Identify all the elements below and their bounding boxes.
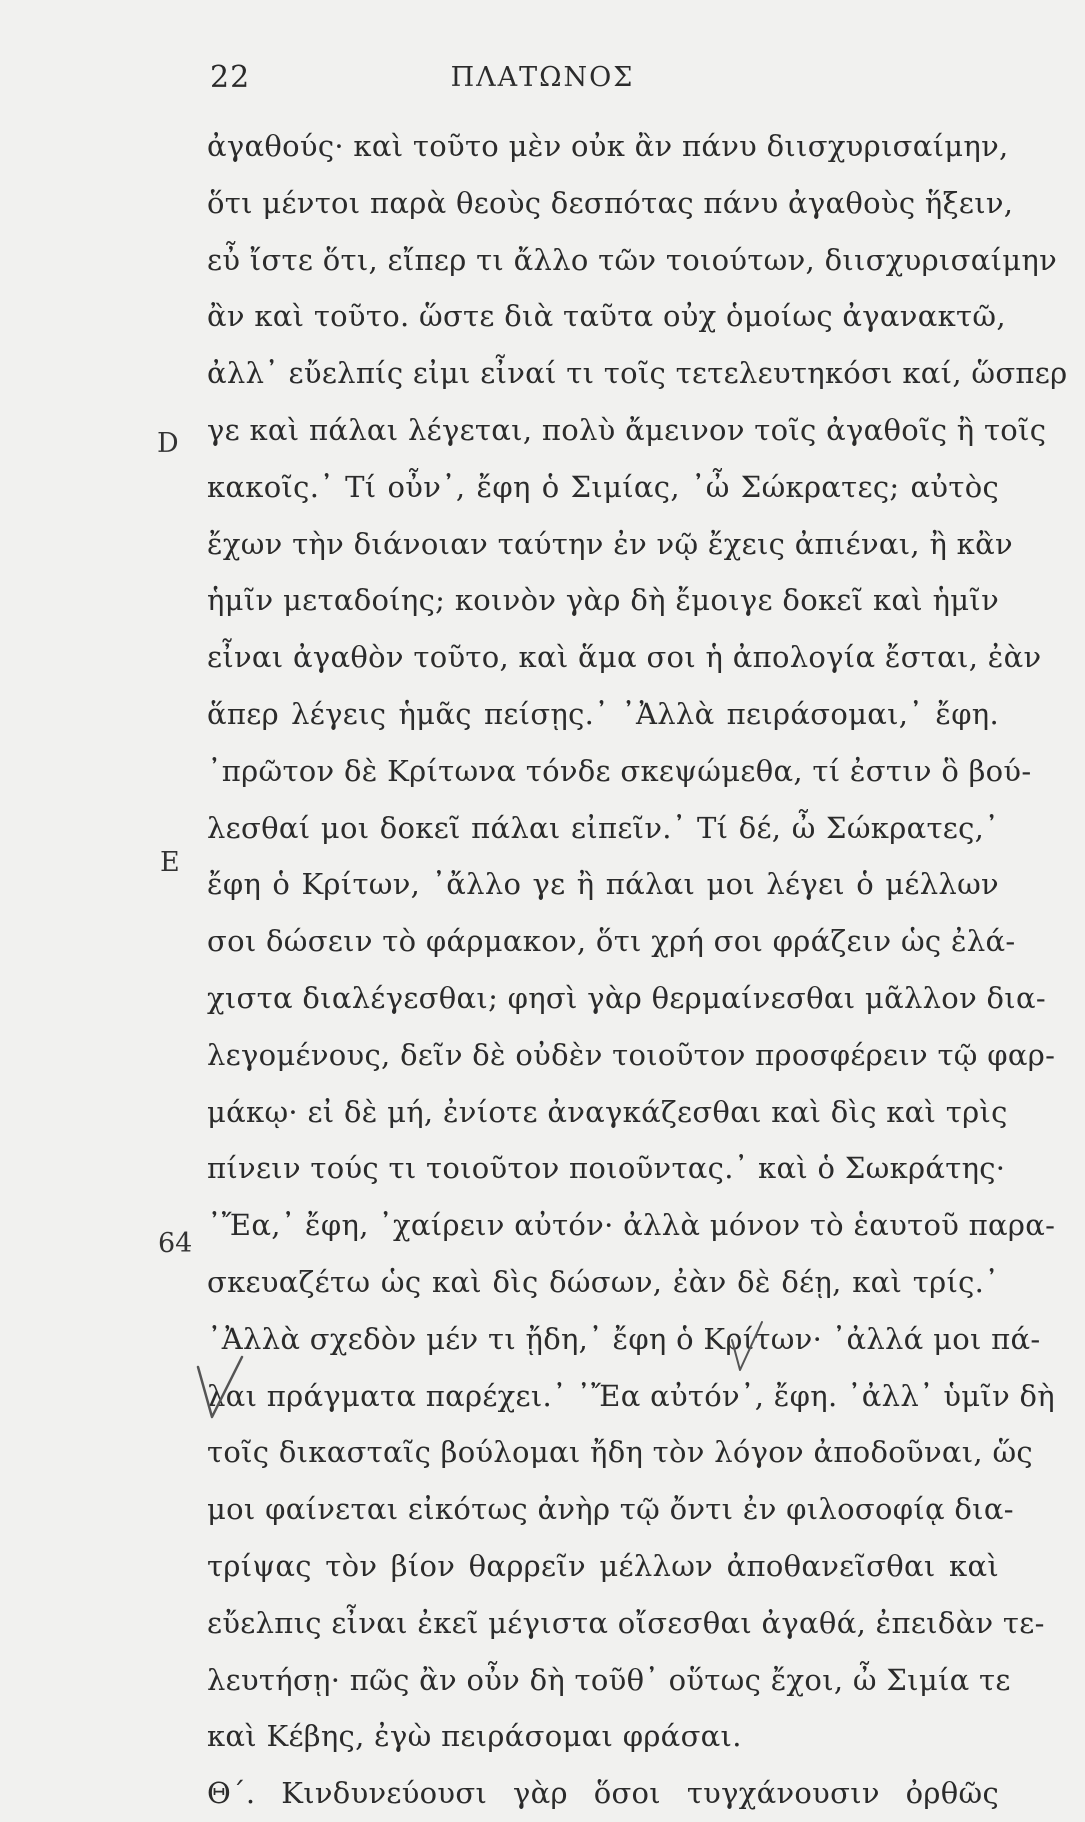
text-line: τοῖς δικασταῖς βούλομαι ἤδη τὸν λόγον ἀποδοῦναι, ὥς <box>207 1435 1033 1470</box>
text-line: λαι πράγματα παρέχει.᾽ ᾽Ἔα αὐτόν᾽, ἔφη. ᾽ἀλλ᾽ ὑμῖν δὴ <box>207 1378 1055 1413</box>
text-line: καὶ Κέβης, ἐγὼ πειράσομαι φράσαι. <box>207 1719 742 1754</box>
text-line: ᾽Ἔα,᾽ ἔφη, ᾽χαίρειν αὐτόν· ἀλλὰ μόνον τὸ ἑαυτοῦ παρα- <box>207 1208 1056 1243</box>
text-line: κακοῖς.᾽ Τί οὖν᾽, ἔφη ὁ Σιμίας, ᾽ὦ Σώκρατες; αὐτὸς <box>207 469 999 504</box>
text-line: μάκῳ· εἰ δὲ μή, ἐνίοτε ἀναγκάζεσθαι καὶ δὶς καὶ τρὶς <box>207 1094 1008 1129</box>
text-line: λευτήσῃ· πῶς ἂν οὖν δὴ τοῦθ᾽ οὕτως ἔχοι, ὦ Σιμία τε <box>207 1662 1011 1697</box>
text-line: μοι φαίνεται εἰκότως ἀνὴρ τῷ ὄντι ἐν φιλοσοφίᾳ δια- <box>207 1492 1014 1527</box>
text-line: ἀγαθούς· καὶ τοῦτο μὲν οὐκ ἂν πάνυ διισχυρισαίμην, <box>207 129 1009 163</box>
text-line: ἡμῖν μεταδοίης; κοινὸν γὰρ δὴ ἔμοιγε δοκεῖ καὶ ἡμῖν <box>207 583 999 618</box>
text-line: ἅπερ λέγεις ἡμᾶς πείσῃς.᾽ ᾽Ἀλλὰ πειράσομαι,᾽ ἔφη. <box>207 696 999 731</box>
text-line: χιστα διαλέγεσθαι; φησὶ γὰρ θερμαίνεσθαι μᾶλλον δια- <box>207 980 1046 1015</box>
text-line: τρίψας τὸν βίον θαρρεῖν μέλλων ἀποθανεῖσθαι καὶ <box>207 1548 999 1583</box>
text-line: ἔχων τὴν διάνοιαν ταύτην ἐν νῷ ἔχεις ἀπιέναι, ἢ κἂν <box>207 526 1013 561</box>
text-line: σοι δώσειν τὸ φάρμακον, ὅτι χρή σοι φράζειν ὡς ἐλά- <box>207 924 1016 959</box>
margin-label-64: 64 <box>158 1228 193 1259</box>
text-line: ὅτι μέντοι παρὰ θεοὺς δεσπότας πάνυ ἀγαθοὺς ἥξειν, <box>207 185 1014 220</box>
margin-label-d: D <box>157 428 179 459</box>
text-line: Θ΄. Κινδυνεύουσι γὰρ ὅσοι τυγχάνουσιν ὀρθῶς <box>207 1776 999 1811</box>
text-line: εὖ ἴστε ὅτι, εἴπερ τι ἄλλο τῶν τοιούτων, διισχυρισαίμην <box>207 242 1058 277</box>
text-line: ᾽Ἀλλὰ σχεδὸν μέν τι ᾔδη,᾽ ἔφη ὁ Κρίτων· ᾽ἀλλά μοι πά- <box>207 1321 1041 1356</box>
main-text <box>207 118 1068 1822</box>
text-line: εὔελπις εἶναι ἐκεῖ μέγιστα οἴσεσθαι ἀγαθά, ἐπειδὰν τε- <box>207 1605 1045 1640</box>
text-line: λεγομένους, δεῖν δὲ οὐδὲν τοιοῦτον προσφέρειν τῷ φαρ- <box>207 1037 1056 1072</box>
text-line: γε καὶ πάλαι λέγεται, πολὺ ἄμεινον τοῖς ἀγαθοῖς ἢ τοῖς <box>207 412 1047 447</box>
text-line: λεσθαί μοι δοκεῖ πάλαι εἰπεῖν.᾽ Τί δέ, ὦ Σώκρατες,᾽ <box>207 810 999 845</box>
text-line: ἀλλ᾽ εὔελπίς εἰμι εἶναί τι τοῖς τετελευτηκόσι καί, ὥσπερ <box>207 356 1068 391</box>
page-number: 22 <box>210 60 251 95</box>
text-line: ᾽πρῶτον δὲ Κρίτωνα τόνδε σκεψώμεθα, τί ἐστιν ὃ βού- <box>207 753 1032 788</box>
text-line: εἶναι ἀγαθὸν τοῦτο, καὶ ἅμα σοι ἡ ἀπολογία ἔσται, ἐὰν <box>207 640 1042 675</box>
text-line: ἂν καὶ τοῦτο. ὥστε διὰ ταῦτα οὐχ ὁμοίως ἀγανακτῶ, <box>207 299 1006 334</box>
text-line: ἔφη ὁ Κρίτων, ᾽ἄλλο γε ἢ πάλαι μοι λέγει ὁ μέλλων <box>207 867 999 902</box>
running-head: ΠΛΑΤΩΝΟΣ <box>450 62 635 93</box>
margin-label-e: E <box>160 847 180 878</box>
pencil-check-mark <box>190 1345 250 1425</box>
text-line: πίνειν τούς τι τοιοῦτον ποιοῦντας.᾽ καὶ ὁ Σωκράτης· <box>207 1151 1006 1186</box>
text-line: σκευαζέτω ὡς καὶ δὶς δώσων, ἐὰν δὲ δέῃ, καὶ τρίς.᾽ <box>207 1264 999 1299</box>
pencil-check-mark <box>728 1318 768 1378</box>
